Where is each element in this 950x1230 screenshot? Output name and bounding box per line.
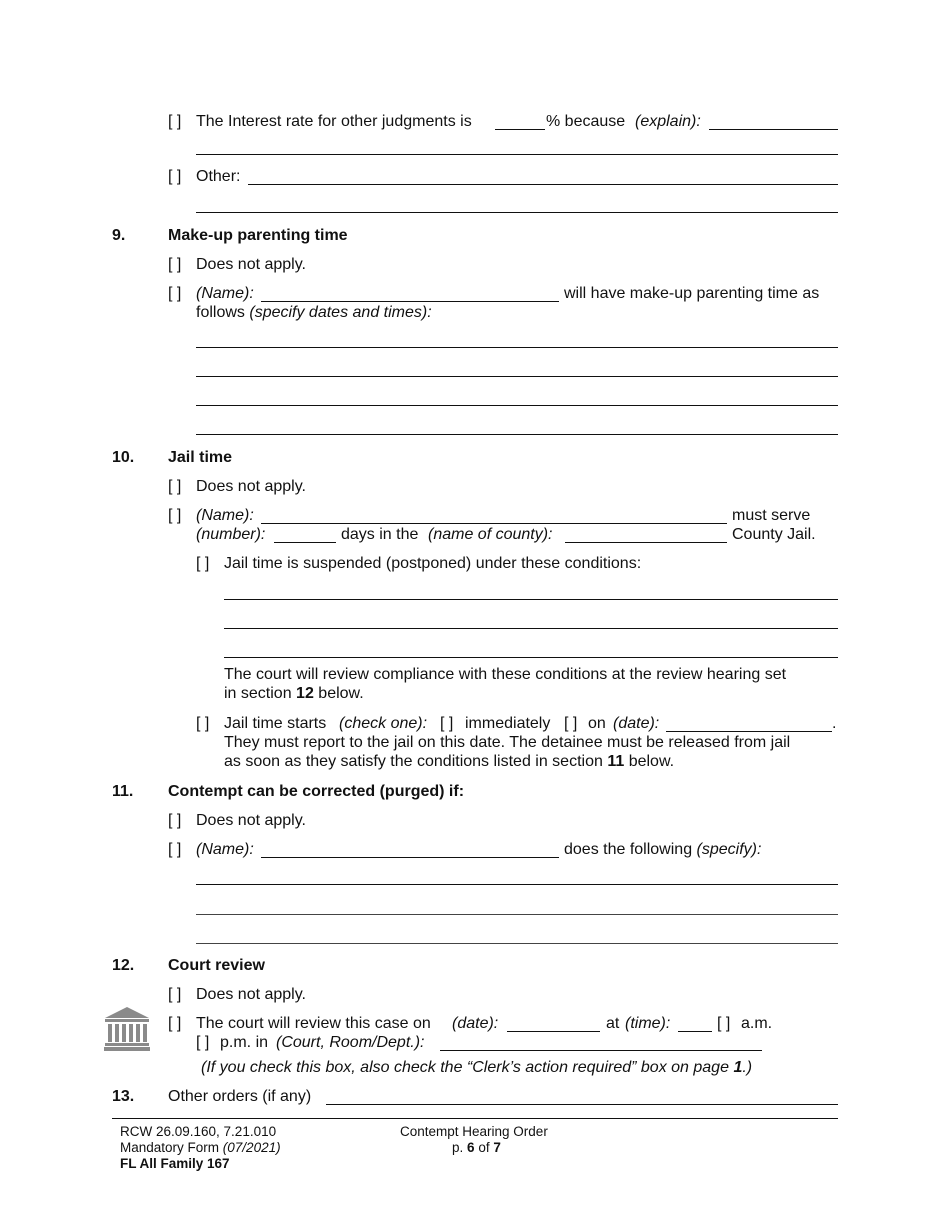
s12-at-label: at [606,1015,620,1032]
s10-review-line-1: The court will review compliance with these conditions at the review hearing set [224,666,787,683]
s12-time-label: (time): [625,1015,671,1032]
footer-rcw: RCW 26.09.160, 7.21.010 [120,1124,277,1139]
s12-date-field[interactable] [507,1031,600,1032]
s12-pm-checkbox[interactable]: [ ] [196,1034,210,1051]
interest-explain-line-2[interactable] [196,154,838,155]
interest-explain-label: (explain): [635,113,701,130]
s9-will-have-label: will have make-up parenting time as [564,285,820,302]
s12-court-room-label: (Court, Room/Dept.): [276,1034,425,1051]
s9-follows-label [196,303,432,322]
s11-not-apply-checkbox[interactable]: [ ] [168,812,182,829]
interest-explain-field[interactable] [709,129,838,130]
s10-report-text: as soon as they satisfy the conditions listed in section [224,753,603,770]
s9-not-apply-checkbox[interactable]: [ ] [168,256,182,273]
footer-page-of: of [478,1140,490,1155]
s12-note-text: (If you check this box, also check the “Clerk’s action required” box on page [201,1059,729,1076]
s12-note [201,1058,752,1077]
interest-rate-field[interactable] [495,129,545,130]
s10-county-label: (name of county): [428,526,553,543]
other-label: Other: [196,168,241,185]
footer-mandatory-text: Mandatory Form [120,1140,220,1155]
s12-am-label: a.m. [741,1015,773,1032]
s10-days-label: days in the [341,526,419,543]
footer-page-p: p. [452,1140,464,1155]
s10-report-line-2 [224,752,674,771]
s10-report-below: below. [628,753,675,770]
s11-details-line-1[interactable] [196,884,838,885]
interest-because-label: % because [546,113,626,130]
s9-follows-text: follows [196,304,245,321]
courthouse-icon [104,1006,150,1052]
interest-label: The Interest rate for other judgments is [196,113,472,130]
footer-form-id: FL All Family 167 [120,1156,230,1171]
s12-court-room-field[interactable] [440,1050,762,1051]
footer-page-total: 7 [493,1140,501,1155]
s12-not-apply-checkbox[interactable]: [ ] [168,986,182,1003]
s10-date-label: (date): [613,715,660,732]
other-field[interactable] [248,184,838,185]
s12-am-checkbox[interactable]: [ ] [717,1015,731,1032]
s10-county-jail-label: County Jail. [732,526,816,543]
s10-immediately-checkbox[interactable]: [ ] [440,715,454,732]
section-10-number: 10. [112,449,135,466]
section-12-title: Court review [168,957,265,974]
s11-specify-text: (specify): [696,841,762,858]
s13-label: Other orders (if any) [168,1088,312,1105]
s11-purge-checkbox[interactable]: [ ] [168,841,182,858]
s9-name-field[interactable] [261,301,559,302]
other-checkbox[interactable]: [ ] [168,168,182,185]
s10-not-apply-checkbox[interactable]: [ ] [168,478,182,495]
s10-check-one-label: (check one): [339,715,428,732]
section-9-title: Make-up parenting time [168,227,348,244]
s10-report-section-ref: 11 [607,753,625,770]
s11-details-line-2[interactable] [196,914,838,915]
s12-note-page: 1 [733,1059,743,1076]
s10-date-period: . [832,715,837,732]
section-10-title: Jail time [168,449,233,466]
s10-number-label: (number): [196,526,266,543]
s11-does-label [564,840,761,859]
section-13-number: 13. [112,1088,135,1105]
s10-on-date-checkbox[interactable]: [ ] [564,715,578,732]
footer-title: Contempt Hearing Order [400,1124,548,1139]
s10-conditions-line-2[interactable] [224,628,838,629]
s10-conditions-line-3[interactable] [224,657,838,658]
s10-name-field[interactable] [261,523,727,524]
section-11-title: Contempt can be corrected (purged) if: [168,783,465,800]
s12-not-apply-label: Does not apply. [196,986,306,1003]
s11-name-field[interactable] [261,857,559,858]
s9-details-line-1[interactable] [196,347,838,348]
s11-does-text: does the following [564,841,693,858]
s10-on-label: on [588,715,606,732]
s10-not-apply-label: Does not apply. [196,478,306,495]
s10-immediately-label: immediately [465,715,551,732]
s10-conditions-line-1[interactable] [224,599,838,600]
s10-starts-label: Jail time starts [224,715,327,732]
s9-makeup-checkbox[interactable]: [ ] [168,285,182,302]
s10-name-label: (Name): [196,507,254,524]
s10-must-serve-label: must serve [732,507,811,524]
section-12-number: 12. [112,957,135,974]
s10-review-below: below. [318,685,364,702]
footer-rule [112,1118,838,1119]
s10-review-in-section: in section [224,685,292,702]
footer-form-date: (07/2021) [222,1140,281,1155]
other-field-line-2[interactable] [196,212,838,213]
footer-page-number: 6 [467,1140,475,1155]
s9-details-line-4[interactable] [196,434,838,435]
s12-will-review-label: The court will review this case on [196,1015,431,1032]
s10-starts-checkbox[interactable]: [ ] [196,715,210,732]
section-9-number: 9. [112,227,126,244]
s10-review-line-2 [224,684,364,703]
s11-name-label: (Name): [196,841,254,858]
s10-county-field[interactable] [565,542,727,543]
footer-mandatory [120,1140,281,1156]
s9-details-line-2[interactable] [196,376,838,377]
s11-not-apply-label: Does not apply. [196,812,306,829]
s12-date-label: (date): [452,1015,499,1032]
s9-not-apply-label: Does not apply. [196,256,306,273]
s12-note-end: .) [742,1059,753,1076]
s9-name-label: (Name): [196,285,254,302]
section-11-number: 11. [112,783,134,800]
s13-field[interactable] [326,1104,838,1105]
s11-details-line-3[interactable] [196,943,838,944]
s10-days-field[interactable] [274,542,336,543]
s10-jail-checkbox[interactable]: [ ] [168,507,182,524]
s12-review-checkbox[interactable]: [ ] [168,1015,182,1032]
s10-date-field[interactable] [666,731,832,732]
s9-details-line-3[interactable] [196,405,838,406]
s10-suspended-checkbox[interactable]: [ ] [196,555,210,572]
s12-time-field[interactable] [678,1031,712,1032]
s10-review-section-ref: 12 [296,685,314,702]
footer-page [452,1140,501,1156]
s12-pm-label: p.m. in [220,1034,269,1051]
s9-specify-text: (specify dates and times): [249,304,432,321]
s10-suspended-label: Jail time is suspended (postponed) under these conditions: [224,555,642,572]
interest-checkbox[interactable]: [ ] [168,113,182,130]
s10-report-line-1: They must report to the jail on this date. The detainee must be released from jail [224,734,791,751]
